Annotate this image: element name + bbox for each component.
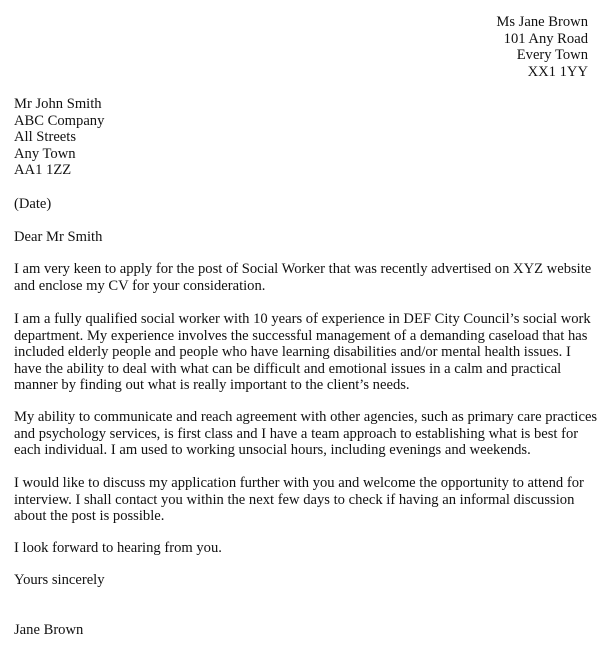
sender-street: 101 Any Road bbox=[503, 30, 588, 47]
letter-date: (Date) bbox=[14, 196, 52, 212]
recipient-address bbox=[14, 96, 104, 179]
sender-address bbox=[496, 14, 588, 80]
recipient-postcode: AA1 1ZZ bbox=[14, 162, 72, 179]
paragraph-interview: I would like to discuss my application further with you and welcome the opportunity to attend for interview. I shall contact you within the next few days to check if having an informal discussion about the post is possible. bbox=[14, 475, 584, 525]
complimentary-close: Yours sincerely bbox=[14, 572, 105, 588]
sender-name: Ms Jane Brown bbox=[496, 14, 588, 30]
sender-town: Every Town bbox=[516, 47, 588, 64]
recipient-town: Any Town bbox=[14, 145, 76, 162]
salutation: Dear Mr Smith bbox=[14, 229, 103, 245]
recipient-street: All Streets bbox=[14, 129, 77, 146]
paragraph-experience: I am a fully qualified social worker with 10 years of experience in DEF City Council’s social work department. My experience involves the successful management of a demanding caseload that has included elderly people and people who have learning disabilities and/or mental health issues. I have the ability to deal with what can be difficult and emotional issues in a calm and practical manner by finding out what is really important to the client’s needs. bbox=[14, 311, 591, 394]
recipient-company: ABC Company bbox=[14, 112, 105, 129]
sender-postcode: XX1 1YY bbox=[527, 63, 588, 80]
paragraph-communication: My ability to communicate and reach agreement with other agencies, such as primary care practices and psychology services, is first class and I have a team approach to establishing what is best for each individual. I am used to working unsocial hours, including evenings and weekends. bbox=[14, 409, 598, 459]
signature-name: Jane Brown bbox=[14, 622, 84, 638]
recipient-name: Mr John Smith bbox=[14, 96, 102, 112]
paragraph-application: I am very keen to apply for the post of Social Worker that was recently advertised on XYZ website and enclose my CV for your consideration. bbox=[14, 261, 592, 294]
paragraph-closing: I look forward to hearing from you. bbox=[14, 540, 222, 556]
